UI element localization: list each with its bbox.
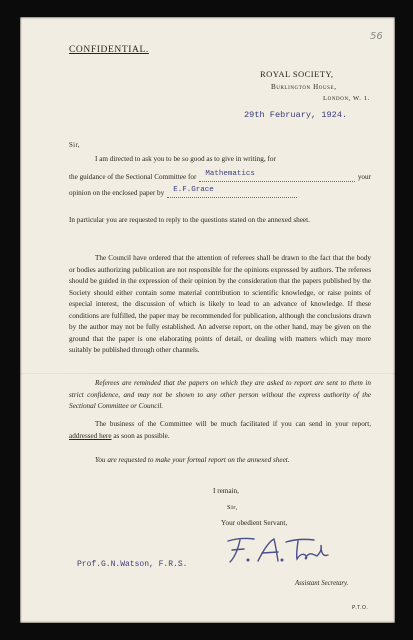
page-number: 56 <box>370 31 383 42</box>
society-name: ROYAL SOCIETY, <box>260 69 334 79</box>
paragraph-formal-report: You are requested to make your formal report on the annexed sheet. <box>95 456 290 464</box>
request-line-2 <box>69 172 371 184</box>
paragraph-council: The Council have ordered that the attention of referees shall be drawn to the fact that the body or bodies authorizing publication are not responsible for the opinions expressed by authors. The referees should be guided in the expression of their opinion by the consideration that the papers published by the Society should either contain some material contribution to scientific knowledge, or raise points of especial interest, the discussion of which is likely to lead to an advance of knowledge. If these conditions are fulfilled, the paper may be recommended for publication, although the conclusions drawn by the author may not be fully established. An adverse report, on the other hand, may be given on the ground that the paper is one elaborating points of detail, or dealing with matters which may more suitably be published through other channels. <box>69 254 371 354</box>
confidential-heading: CONFIDENTIAL. <box>69 45 149 55</box>
pto-mark: P.T.O. <box>352 605 369 611</box>
paragraph-referees: Referees are reminded that the papers on which they are asked to report are sent to them in strict confidence, and may not be shown to any other person without the express authority of the Sectional Committee or Council. <box>69 379 371 410</box>
author-value: E.F.Grace <box>173 186 214 194</box>
letter-date: 29th February, 1924. <box>244 110 348 120</box>
addressed-here-text: addressed here <box>69 431 112 440</box>
recipient-name: Prof.G.N.Watson, F.R.S. <box>77 560 188 569</box>
request-line-1: I am directed to ask you to be so good as to give in writing, for <box>95 155 276 163</box>
subject-field <box>199 170 354 182</box>
subject-value: Mathematics <box>205 170 255 178</box>
author-field <box>167 186 297 198</box>
letter-page <box>20 17 395 623</box>
request-line-3 <box>69 188 371 200</box>
closing-sir: Sir, <box>227 504 238 511</box>
salutation: Sir, <box>69 142 80 149</box>
request-text: opinion on the enclosed paper by <box>69 189 165 197</box>
paragraph-reply: In particular you are requested to reply to the questions stated on the annexed sheet. <box>69 216 310 224</box>
request-text-end: your <box>357 173 371 181</box>
signatory-title: Assistant Secretary. <box>295 580 349 587</box>
request-text: the guidance of the Sectional Committee for <box>69 173 197 181</box>
closing-servant: Your obedient Servant, <box>221 519 288 527</box>
signature <box>220 529 340 574</box>
address-line-1: Burlington House, <box>271 83 337 91</box>
paragraph-business: The business of the Committee will be much facilitated if you can send in your report, addressed here as soon as possible. <box>69 420 371 440</box>
signature-image <box>220 529 340 569</box>
address-line-2: London, W. 1. <box>323 95 370 102</box>
closing-remain: I remain, <box>213 487 239 495</box>
